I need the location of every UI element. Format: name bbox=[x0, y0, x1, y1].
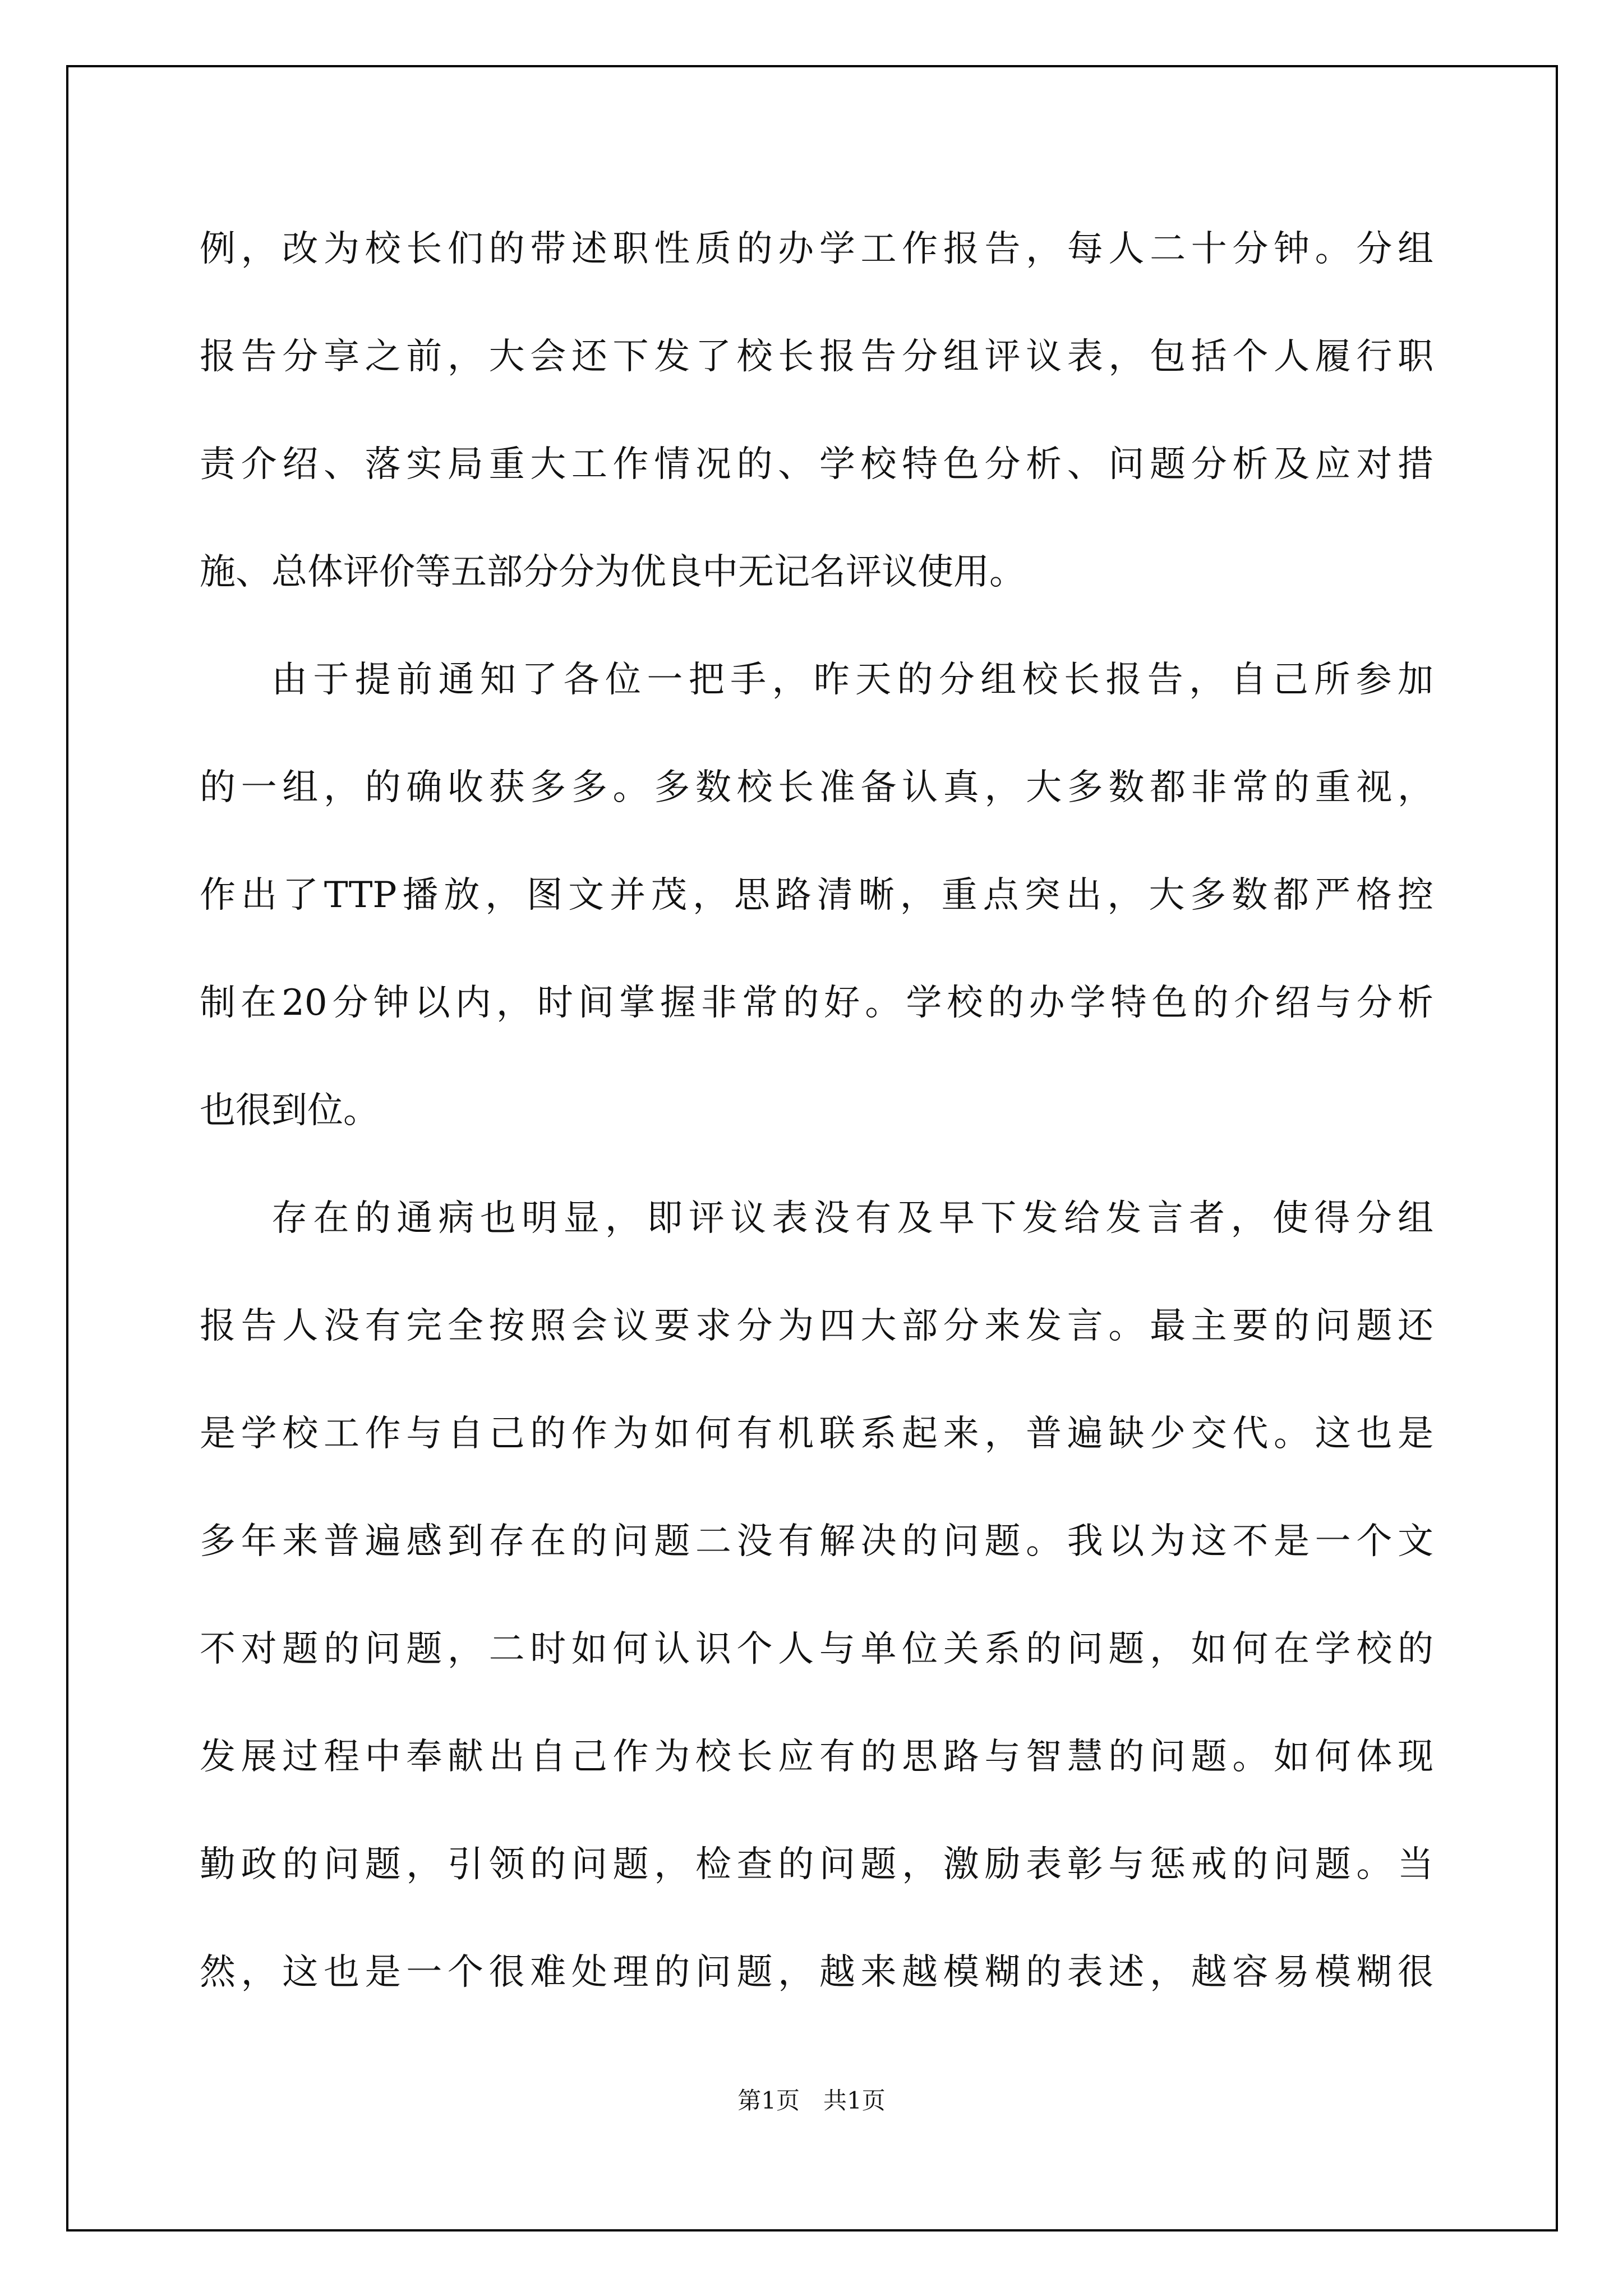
paragraph-1 bbox=[200, 195, 1433, 626]
text-line: 报告人没有完全按照会议要求分为四大部分来发言。最主要的问题还 bbox=[200, 1305, 1433, 1347]
document-body bbox=[200, 195, 1433, 2026]
paragraph-3 bbox=[200, 1165, 1433, 2026]
paragraph-2 bbox=[200, 626, 1433, 1165]
text-line: 施、总体评价等五部分分为优良中无记名评议使用。 bbox=[200, 551, 1025, 593]
text-line: 责介绍、落实局重大工作情况的、学校特色分析、问题分析及应对措 bbox=[200, 444, 1433, 485]
page-number-footer: 第1页 共1页 bbox=[737, 2087, 886, 2114]
text-line: 勤政的问题，引领的问题，检查的问题，激励表彰与惩戒的问题。当 bbox=[200, 1844, 1433, 1885]
text-line: 作出了TTP播放，图文并茂，思路清晰，重点突出，大多数都严格控 bbox=[200, 875, 1433, 916]
text-line: 存在的通病也明显，即评议表没有及早下发给发言者，使得分组 bbox=[271, 1198, 1433, 1239]
text-line: 是学校工作与自己的作为如何有机联系起来，普遍缺少交代。这也是 bbox=[200, 1413, 1433, 1455]
text-line: 然，这也是一个很难处理的问题，越来越模糊的表述，越容易模糊很 bbox=[200, 1952, 1433, 1993]
text-line: 也很到位。 bbox=[200, 1090, 379, 1131]
text-line: 例，改为校长们的带述职性质的办学工作报告，每人二十分钟。分组 bbox=[200, 228, 1433, 270]
text-line: 报告分享之前，大会还下发了校长报告分组评议表，包括个人履行职 bbox=[200, 336, 1433, 378]
text-line: 不对题的问题，二时如何认识个人与单位关系的问题，如何在学校的 bbox=[200, 1628, 1433, 1670]
text-line: 制在20分钟以内，时间掌握非常的好。学校的办学特色的介绍与分析 bbox=[200, 982, 1433, 1024]
text-line: 多年来普遍感到存在的问题二没有解决的问题。我以为这不是一个文 bbox=[200, 1521, 1433, 1562]
text-line: 的一组，的确收获多多。多数校长准备认真，大多数都非常的重视， bbox=[200, 767, 1433, 808]
text-line: 由于提前通知了各位一把手，昨天的分组校长报告，自己所参加 bbox=[271, 659, 1433, 701]
text-line: 发展过程中奉献出自己作为校长应有的思路与智慧的问题。如何体现 bbox=[200, 1736, 1433, 1778]
